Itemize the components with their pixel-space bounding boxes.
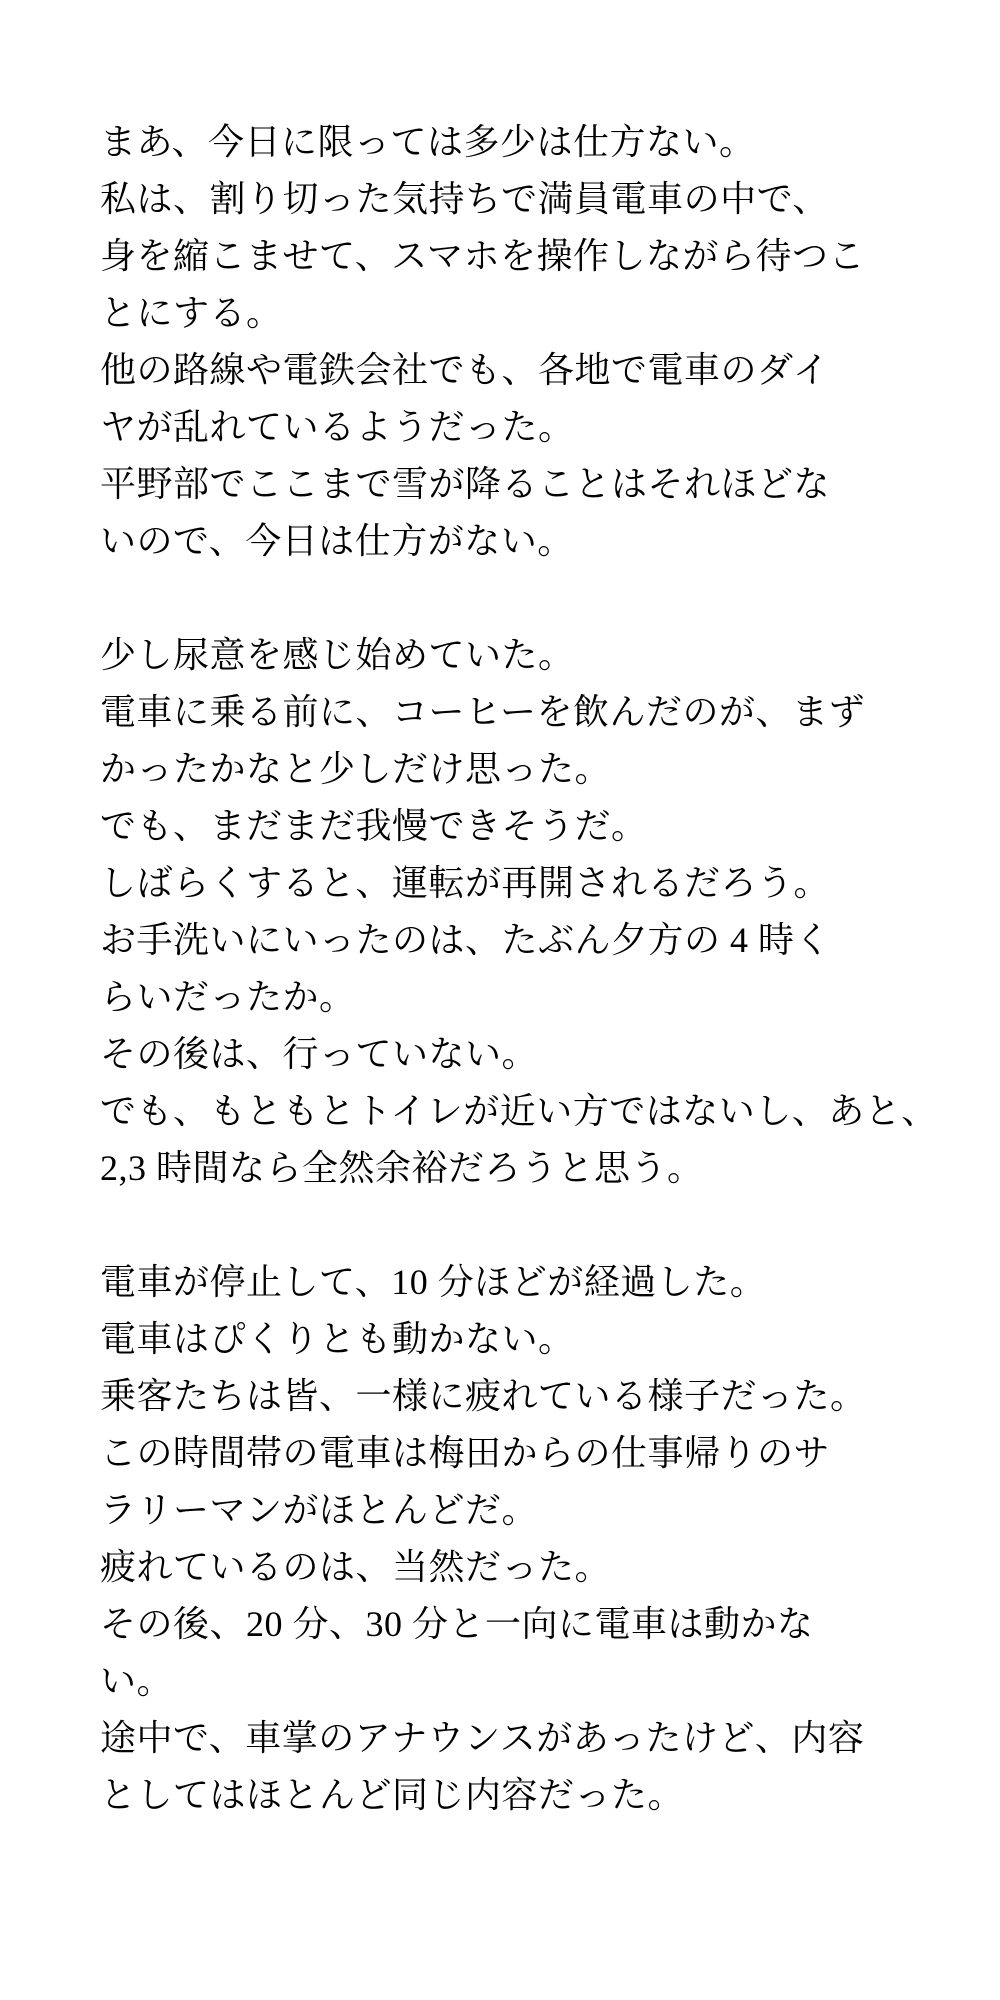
text-line: 疲れているのは、当然だった。	[100, 1547, 612, 1587]
text-line: 途中で、車掌のアナウンスがあったけど、内容	[100, 1718, 865, 1758]
paragraph-1	[100, 114, 904, 570]
text-line: ラリーマンがほとんどだ。	[100, 1490, 539, 1530]
text-line: としてはほとんど同じ内容だった。	[100, 1775, 685, 1815]
text-line: 平野部でここまで雪が降ることはそれほどな	[100, 464, 831, 504]
text-line: い。	[100, 1661, 174, 1701]
text-line: いので、今日は仕方がない。	[100, 521, 574, 561]
text-line: 乗客たちは皆、一様に疲れている様子だった。	[100, 1376, 867, 1416]
paragraph-2	[100, 627, 938, 1197]
text-line: まあ、今日に限っては多少は仕方ない。	[100, 122, 756, 162]
text-line: 2,3 時間なら全然余裕だろうと思う。	[100, 1148, 704, 1188]
text-line: 私は、割り切った気持ちで満員電車の中で、	[100, 179, 829, 219]
text-line: お手洗いにいったのは、たぶん夕方の 4 時く	[100, 920, 832, 960]
text-line: しばらくすると、運転が再開されるだろう。	[100, 863, 831, 903]
text-line: とにする。	[100, 293, 283, 333]
text-line: 他の路線や電鉄会社でも、各地で電車のダイ	[100, 350, 830, 390]
text-line: かったかなと少しだけ思った。	[100, 749, 612, 789]
text-line: ヤが乱れているようだった。	[100, 407, 575, 447]
text-line: 電車はぴくりとも動かない。	[100, 1319, 575, 1359]
text-line: その後は、行っていない。	[100, 1034, 539, 1074]
text-line: らいだったか。	[100, 977, 356, 1017]
text-line: でも、まだまだ我慢できそうだ。	[100, 806, 648, 846]
paragraph-3	[100, 1254, 904, 1824]
text-line: その後、20 分、30 分と一向に電車は動かな	[100, 1604, 814, 1644]
text-line: 電車が停止して、10 分ほどが経過した。	[100, 1262, 767, 1302]
text-line: でも、もともとトイレが近い方ではないし、あと、	[100, 1091, 938, 1131]
text-line: 身を縮こませて、スマホを操作しながら待つこ	[100, 236, 866, 276]
text-line: この時間帯の電車は梅田からの仕事帰りのサ	[100, 1433, 831, 1473]
text-line: 電車に乗る前に、コーヒーを飲んだのが、まず	[100, 692, 866, 732]
text-line: 少し尿意を感じ始めていた。	[100, 635, 575, 675]
